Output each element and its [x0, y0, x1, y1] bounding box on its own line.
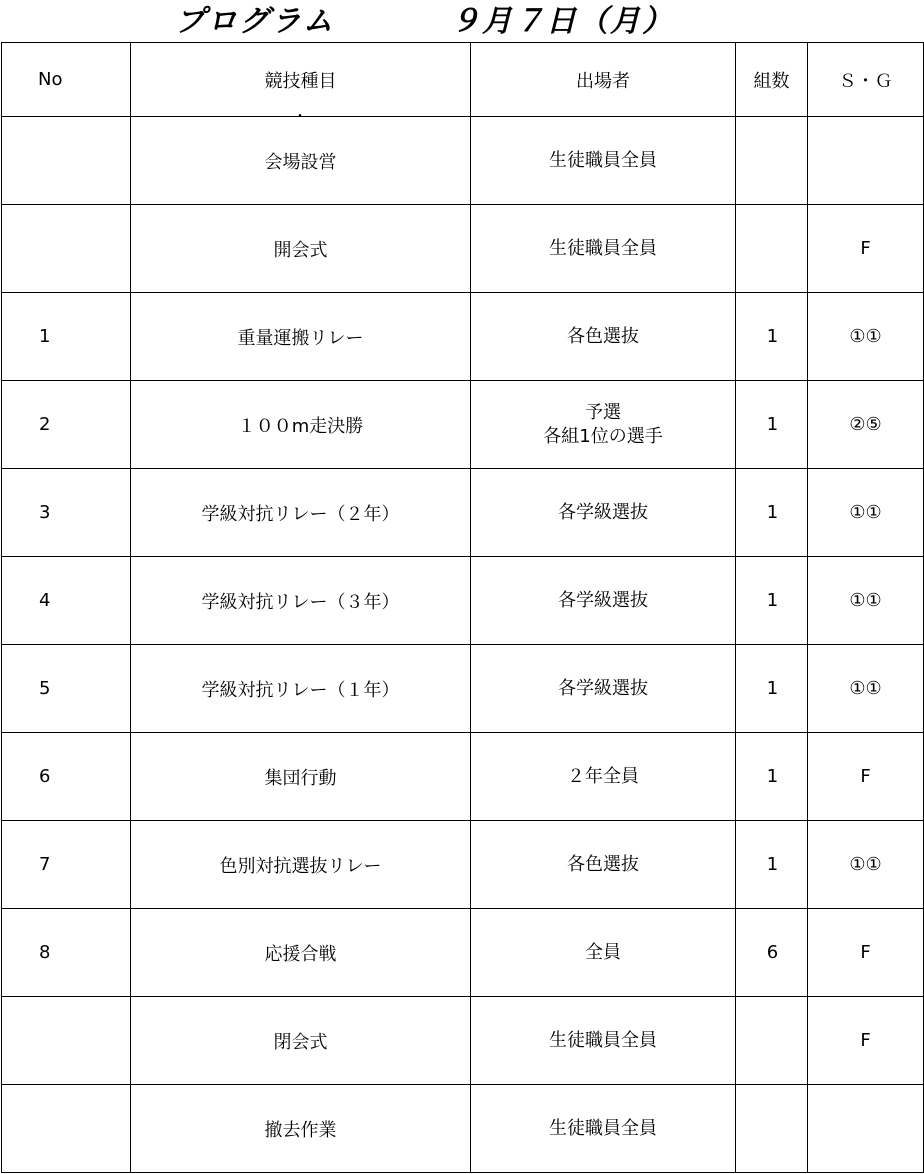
event-name: 撤去作業	[264, 1119, 337, 1141]
cell-event	[131, 909, 471, 997]
cell-sg: F	[808, 733, 924, 821]
event-name: 閉会式	[273, 1031, 328, 1053]
column-header-event: 競技種目	[131, 43, 471, 117]
cell-no	[2, 117, 131, 205]
cell-event	[131, 381, 471, 469]
cell-groups: 6	[736, 909, 808, 997]
cell-groups: 1	[736, 733, 808, 821]
cell-event	[131, 469, 471, 557]
event-wrap	[131, 500, 470, 526]
event-wrap	[131, 412, 470, 438]
event-name: 応援合戦	[264, 943, 337, 965]
event-wrap	[131, 236, 470, 262]
entrant-line: 各学級選抜	[558, 677, 648, 699]
page-title: プログラム	[175, 4, 335, 39]
page-header	[0, 0, 886, 42]
cell-no: 3	[2, 469, 131, 557]
table-row	[2, 557, 924, 645]
table-row	[2, 733, 924, 821]
cell-no: 5	[2, 645, 131, 733]
table-row	[2, 469, 924, 557]
cell-sg	[808, 1085, 924, 1173]
cell-groups	[736, 117, 808, 205]
entrant-line: 生徒職員全員	[549, 1117, 657, 1139]
event-wrap	[131, 940, 470, 966]
program-body	[2, 108, 924, 1173]
cell-no	[2, 997, 131, 1085]
cell-entrant	[471, 997, 736, 1085]
cell-event	[131, 1085, 471, 1173]
cell-no	[2, 1085, 131, 1173]
cell-groups: 1	[736, 469, 808, 557]
cell-event	[131, 557, 471, 645]
cell-entrant	[471, 645, 736, 733]
cell-sg: F	[808, 997, 924, 1085]
event-wrap	[131, 324, 470, 350]
entrant-line: 全員	[585, 941, 621, 963]
cell-sg: F	[808, 909, 924, 997]
cell-groups: 1	[736, 293, 808, 381]
event-wrap	[131, 1028, 470, 1054]
event-wrap	[131, 1116, 470, 1142]
cell-event	[131, 108, 471, 205]
cell-no: 8	[2, 909, 131, 997]
event-name: 色別対抗選抜リレー	[219, 855, 382, 877]
entrant-line: 生徒職員全員	[549, 237, 657, 259]
cell-entrant	[471, 117, 736, 205]
cell-groups: 1	[736, 645, 808, 733]
cell-groups: 1	[736, 557, 808, 645]
cell-entrant	[471, 1085, 736, 1173]
cell-event	[131, 821, 471, 909]
cell-groups	[736, 1085, 808, 1173]
column-header-groups: 組数	[736, 43, 808, 117]
cell-event	[131, 205, 471, 293]
table-row	[2, 997, 924, 1085]
cell-event	[131, 997, 471, 1085]
event-name: 学級対抗リレー（３年）	[201, 591, 400, 613]
entrant-line: 生徒職員全員	[549, 149, 657, 171]
entrant-line: 各色選抜	[567, 853, 639, 875]
cell-entrant	[471, 909, 736, 997]
event-wrap	[131, 852, 470, 878]
cell-entrant	[471, 381, 736, 469]
cell-no: 7	[2, 821, 131, 909]
cell-no: 6	[2, 733, 131, 821]
entrant-line: 各学級選抜	[558, 589, 648, 611]
cell-no	[2, 205, 131, 293]
cell-sg: ①①	[808, 821, 924, 909]
cell-no: 4	[2, 557, 131, 645]
cell-entrant	[471, 821, 736, 909]
cell-groups: 1	[736, 381, 808, 469]
event-name: 集団行動	[264, 767, 337, 789]
cell-groups	[736, 205, 808, 293]
cell-sg: ①①	[808, 645, 924, 733]
cell-groups: 1	[736, 821, 808, 909]
column-header-entrant: 出場者	[471, 43, 736, 117]
event-name: 重量運搬リレー	[237, 327, 364, 349]
table-row	[2, 1085, 924, 1173]
cell-no: 2	[2, 381, 131, 469]
event-wrap	[131, 764, 470, 790]
event-name: 学級対抗リレー（１年）	[201, 679, 400, 701]
table-row	[2, 821, 924, 909]
entrant-line: 生徒職員全員	[549, 1029, 657, 1051]
cell-entrant	[471, 557, 736, 645]
entrant-line: ２年全員	[567, 765, 639, 787]
table-row	[2, 117, 924, 205]
cell-entrant	[471, 205, 736, 293]
cell-entrant	[471, 469, 736, 557]
entrant-line: 各色選抜	[567, 325, 639, 347]
table-row	[2, 909, 924, 997]
event-wrap	[131, 588, 470, 614]
column-header-no: No	[2, 43, 131, 117]
entrant-line: 各組1位の選手	[543, 425, 663, 447]
program-table	[1, 42, 924, 1173]
entrant-line: 予選	[585, 401, 621, 423]
event-name: 開会式	[273, 239, 328, 261]
event-name: 学級対抗リレー（２年）	[201, 503, 400, 525]
header-row	[2, 43, 924, 117]
table-row	[2, 645, 924, 733]
cell-sg: ①①	[808, 469, 924, 557]
event-wrap	[131, 676, 470, 702]
entrant-line: 各学級選抜	[558, 501, 648, 523]
cell-entrant	[471, 293, 736, 381]
cell-sg	[808, 117, 924, 205]
event-name: １００m走決勝	[237, 415, 364, 437]
table-row	[2, 205, 924, 293]
cell-sg: ①①	[808, 557, 924, 645]
cell-entrant	[471, 733, 736, 821]
column-header-sg: Ｓ・Ｇ	[808, 43, 924, 117]
event-name: 会場設営	[264, 151, 337, 173]
event-wrap	[131, 108, 470, 174]
table-row	[2, 293, 924, 381]
cell-event	[131, 733, 471, 821]
cell-sg: F	[808, 205, 924, 293]
cell-event	[131, 645, 471, 733]
cell-groups	[736, 997, 808, 1085]
cell-sg: ①①	[808, 293, 924, 381]
cell-event	[131, 293, 471, 381]
dot-mark: ・	[293, 108, 307, 125]
event-date: ９月７日（月）	[450, 4, 674, 39]
table-row	[2, 381, 924, 469]
cell-no: 1	[2, 293, 131, 381]
cell-sg: ②⑤	[808, 381, 924, 469]
